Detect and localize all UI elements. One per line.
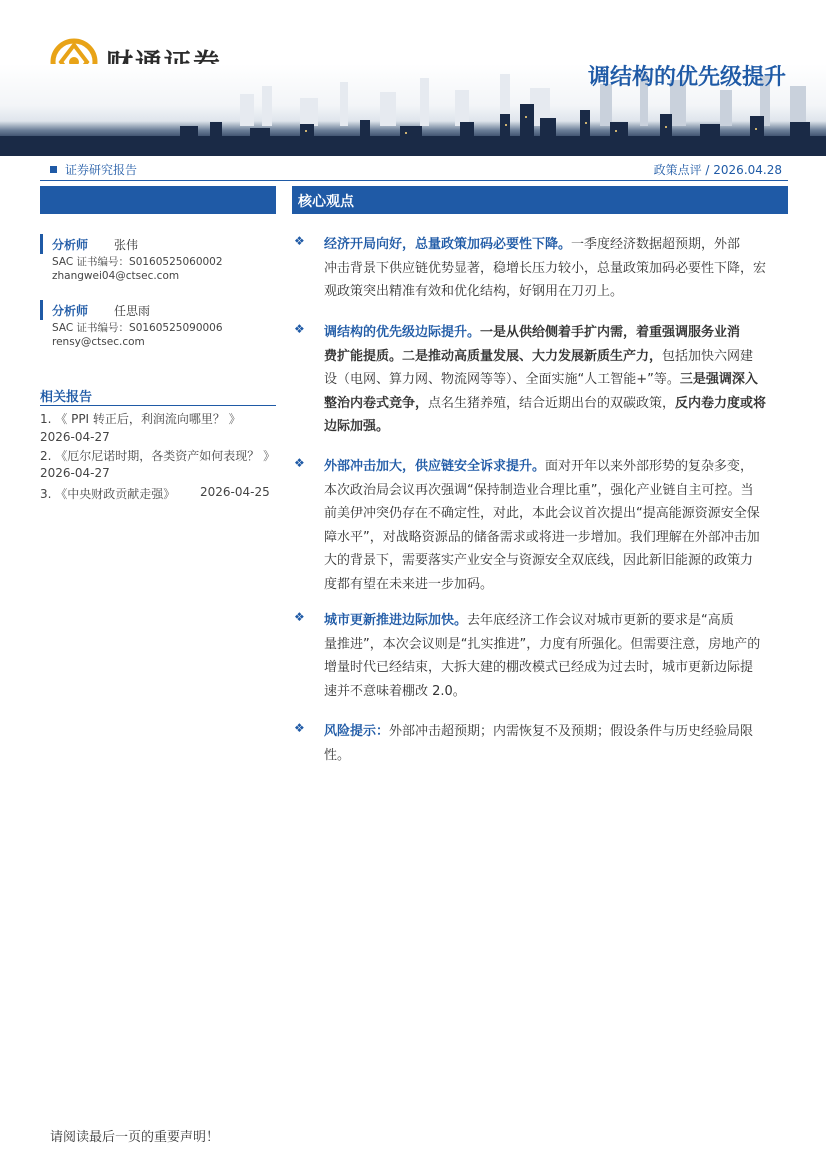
key-point-emphasis: 反内卷力度或将 bbox=[675, 395, 767, 411]
key-point-body: 一季度经济数据超预期，外部 bbox=[571, 237, 741, 252]
key-point-line bbox=[324, 502, 788, 526]
related-report-date: 2026-04-27 bbox=[40, 430, 110, 444]
left-column-header-bar bbox=[40, 186, 276, 214]
key-point-line bbox=[324, 744, 788, 768]
diamond-bullet-icon: ❖ bbox=[294, 322, 305, 336]
key-point-emphasis: 三是强调深入 bbox=[679, 372, 758, 387]
related-report-link[interactable]: 1. 《 PPI 转正后，利润流向哪里？ 》 bbox=[40, 412, 241, 426]
core-views-title: 核心观点 bbox=[298, 194, 354, 210]
key-point-text bbox=[324, 609, 788, 703]
related-reports-title: 相关报告 bbox=[40, 390, 93, 405]
key-point-body: 设（电网、算力网、物流网等等）、全面实施“人工智能+”等。 bbox=[324, 372, 680, 387]
key-point-line bbox=[324, 479, 788, 503]
key-point-text bbox=[324, 455, 788, 596]
key-point-body: 大的背景下，需要落实产业安全与资源安全双底线，因此新旧能源的政策力 bbox=[324, 553, 754, 568]
key-point-heading: 经济开局向好，总量政策加码必要性下降。 bbox=[324, 237, 572, 252]
analyst-email[interactable]: rensy@ctsec.com bbox=[52, 336, 145, 348]
analyst-sac: SAC 证书编号：S0160525060002 bbox=[52, 256, 223, 268]
key-point-line bbox=[324, 257, 788, 281]
key-point-heading: 风险提示： bbox=[324, 724, 390, 739]
key-point-text bbox=[324, 233, 788, 304]
key-point-line bbox=[324, 526, 788, 550]
key-point-body: 度都有望在未来进一步加码。 bbox=[324, 576, 494, 592]
accent-bar bbox=[40, 300, 43, 320]
key-point-body: 点名生猪养殖，结合近期出台的双碳政策， bbox=[428, 395, 676, 411]
key-point-line bbox=[324, 633, 788, 657]
key-point-body: 前美伊冲突仍存在不确定性，对此，本此会议首次提出“提高能源资源安全保 bbox=[324, 506, 760, 521]
analyst-name: 任思雨 bbox=[114, 304, 151, 318]
key-point-body: 外部冲击超预期；内需恢复不及预期；假设条件与历史经验局限 bbox=[389, 724, 754, 739]
key-point-emphasis: 边际加强。 bbox=[324, 419, 390, 434]
key-point-line bbox=[324, 233, 788, 257]
related-report-date: 2026-04-27 bbox=[40, 466, 110, 480]
key-point-line bbox=[324, 368, 788, 392]
related-report-link[interactable]: 2. 《厄尔尼诺时期，各类资产如何表现？ 》 bbox=[40, 449, 276, 463]
analyst-email[interactable]: zhangwei04@ctsec.com bbox=[52, 270, 180, 282]
diamond-bullet-icon: ❖ bbox=[294, 234, 305, 248]
disclaimer-notice: 请阅读最后一页的重要声明！ bbox=[50, 1130, 220, 1145]
key-point-body: 量推进”，本次会议则是“扎实推进”，力度有所强化。但需要注意，房地产的 bbox=[324, 636, 761, 652]
key-point-heading: 调结构的优先级边际提升。 bbox=[324, 325, 481, 340]
key-point-line bbox=[324, 392, 788, 416]
key-point-body: 观政策突出精准有效和优化结构，好钢用在刀刃上。 bbox=[324, 284, 624, 299]
related-report-link[interactable]: 3. 《中央财政贡献走强》 bbox=[40, 487, 176, 501]
key-point-line bbox=[324, 321, 788, 345]
core-views-header bbox=[292, 186, 788, 214]
report-date: / 2026.04.28 bbox=[705, 163, 782, 177]
analyst-card bbox=[40, 234, 276, 284]
key-point-text bbox=[324, 720, 788, 767]
key-point-line bbox=[324, 720, 788, 744]
key-point-heading: 外部冲击加大，供应链安全诉求提升。 bbox=[324, 459, 546, 474]
key-point-line bbox=[324, 656, 788, 680]
analyst-card bbox=[40, 300, 276, 350]
key-point-body: 增量时代已经结束，大拆大建的棚改模式已经成为过去时，城市更新边际提 bbox=[324, 660, 754, 675]
key-point-line bbox=[324, 280, 788, 304]
key-point-text bbox=[324, 321, 788, 439]
related-report-date: 2026-04-25 bbox=[200, 485, 270, 499]
diamond-bullet-icon: ❖ bbox=[294, 456, 305, 470]
diamond-bullet-icon: ❖ bbox=[294, 610, 305, 624]
key-point-line bbox=[324, 573, 788, 597]
key-point-body: 面对开年以来外部形势的复杂多变， bbox=[545, 459, 754, 474]
analyst-role: 分析师 bbox=[52, 304, 89, 318]
report-title: 调结构的优先级提升 bbox=[587, 65, 786, 90]
key-point-line bbox=[324, 549, 788, 573]
key-point-heading: 城市更新推进边际加快。 bbox=[324, 613, 468, 628]
diamond-bullet-icon: ❖ bbox=[294, 721, 305, 735]
key-point-body: 包括加快六网建 bbox=[662, 348, 754, 364]
header-divider bbox=[40, 180, 788, 181]
analyst-sac: SAC 证书编号：S0160525090006 bbox=[52, 322, 223, 334]
report-meta bbox=[654, 161, 782, 178]
key-point-emphasis: 费扩能提质。二是推动高质量发展、大力发展新质生产力， bbox=[324, 348, 663, 364]
key-point-body: 去年底经济工作会议对城市更新的要求是“高质 bbox=[467, 613, 734, 628]
key-point-emphasis: 一是从供给侧着手扩内需，着重强调服务业消 bbox=[480, 325, 741, 340]
report-type: 政策点评 bbox=[653, 163, 702, 177]
key-point-body: 冲击背景下供应链优势显著，稳增长压力较小，总量政策加码必要性下降，宏 bbox=[324, 260, 767, 276]
key-point-line bbox=[324, 680, 788, 704]
square-bullet-icon bbox=[50, 166, 57, 173]
key-point-emphasis: 整治内卷式竞争， bbox=[324, 395, 429, 411]
key-point-body: 性。 bbox=[324, 747, 351, 763]
key-point-body: 本次政治局会议再次强调“保持制造业合理比重”，强化产业链自主可控。当 bbox=[324, 482, 754, 498]
key-point-body: 障水平”，对战略资源品的储备需求或将进一步增加。我们理解在外部冲击加 bbox=[324, 529, 760, 545]
key-point-line bbox=[324, 345, 788, 369]
related-reports-divider bbox=[40, 405, 276, 406]
category-label: 证券研究报告 bbox=[65, 163, 138, 177]
key-point-line bbox=[324, 415, 788, 439]
analyst-role: 分析师 bbox=[52, 238, 89, 252]
key-point-line bbox=[324, 609, 788, 633]
key-point-line bbox=[324, 455, 788, 479]
accent-bar bbox=[40, 234, 43, 254]
report-category bbox=[50, 161, 137, 178]
key-point-body: 速并不意味着棚改 2.0。 bbox=[324, 683, 466, 699]
analyst-name: 张伟 bbox=[114, 238, 139, 252]
